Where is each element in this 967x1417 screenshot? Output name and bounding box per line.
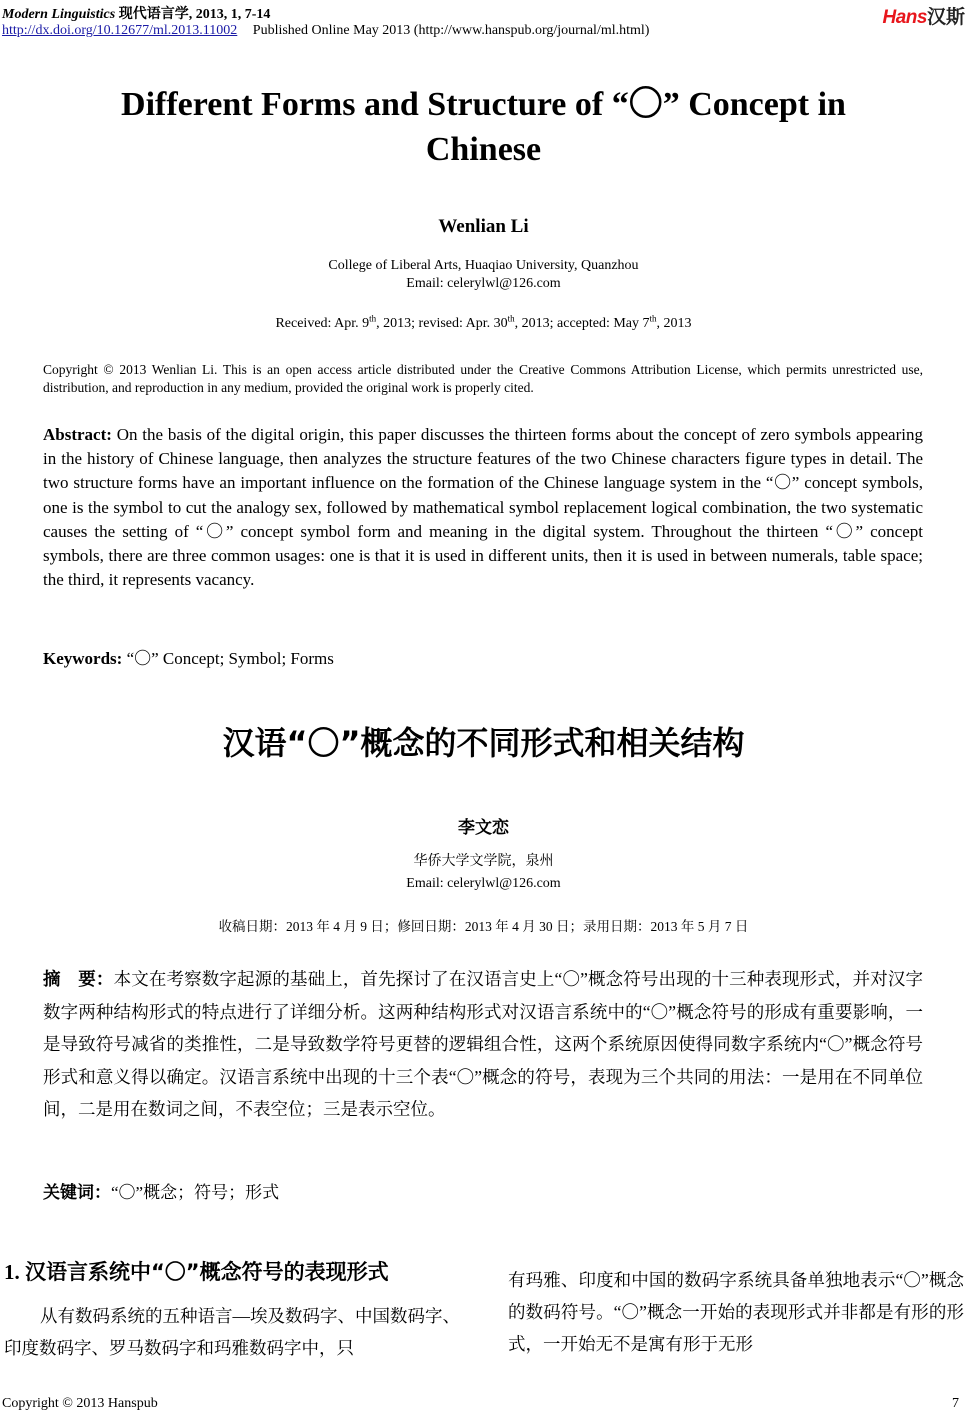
doi-line bbox=[2, 23, 649, 39]
footer-copyright: Copyright © 2013 Hanspub bbox=[2, 1396, 158, 1411]
submission-dates bbox=[0, 313, 967, 332]
section-title: 汉语言系统中“〇”概念符号的表现形式 bbox=[25, 1260, 389, 1284]
author-name: Wenlian Li bbox=[438, 216, 529, 237]
received-date: Received: Apr. 9 bbox=[275, 316, 370, 331]
paper-title bbox=[0, 82, 967, 172]
accepted-year: , 2013 bbox=[656, 316, 692, 331]
body-column-left bbox=[4, 1300, 460, 1364]
keywords-label-chinese: 关键词： bbox=[43, 1183, 111, 1203]
abstract-english bbox=[43, 423, 923, 592]
abstract-chinese bbox=[43, 963, 923, 1125]
revised-date: , 2013; revised: Apr. 30 bbox=[376, 316, 508, 331]
body-column-right: 有玛雅、印度和中国的数码字系统具备单独地表示“〇”概念的数码符号。“〇”概念一开始的表现形式并非都是有形的形式，一开始无不是寓有形于无形 bbox=[508, 1270, 964, 1354]
author-name-chinese: 李文恋 bbox=[458, 818, 509, 837]
keywords-english bbox=[43, 644, 334, 669]
doi-link[interactable]: http://dx.doi.org/10.12677/ml.2013.11002 bbox=[2, 23, 238, 38]
email-chinese: Email: celerylwl@126.com bbox=[406, 876, 561, 891]
keywords-text: “〇” Concept; Symbol; Forms bbox=[126, 649, 334, 668]
email: Email: celerylwl@126.com bbox=[406, 276, 561, 291]
abstract-text: On the basis of the digital origin, this paper discusses the thirteen forms about the concept of zero symbols appearing in the history of Chinese language, then analyzes the structure features of the two Chinese characters figure types in detail. The two structure forms have an important influence on the formation of the Chinese language system in the “〇” concept symbols, one is the symbol to cut the analogy sex, followed by mathematical symbol replacement logical combination, the two systematic causes the setting of “〇” concept symbol form and meaning in the digital system. Throughout the thirteen “〇” concept symbols, there are three common usages: one is that it is used in different units, then it is used in between numerals, table space; the third, it represents vacancy. bbox=[43, 425, 923, 590]
hans-logo bbox=[883, 2, 965, 29]
journal-header bbox=[2, 3, 270, 23]
section-heading bbox=[4, 1256, 389, 1286]
published-online: Published Online May 2013 (http://www.hanspub.org/journal/ml.html) bbox=[252, 23, 650, 38]
received-sup: th bbox=[369, 313, 377, 324]
copyright-notice: Copyright © 2013 Wenlian Li. This is an open access article distributed under the Creative Commons Attribution License, which permits unrestricted use, distribution, and reproduction in any medium, provided the original work is properly cited. bbox=[43, 362, 923, 395]
revised-sup: th bbox=[507, 313, 515, 324]
body-text-left: 从有数码系统的五种语言—埃及数码字、中国数码字、印度数码字、罗马数码字和玛雅数码字中，只 bbox=[4, 1306, 460, 1358]
submission-dates-chinese: 收稿日期：2013 年 4 月 9 日；修回日期：2013 年 4 月 30 日；录用日期：2013 年 5 月 7 日 bbox=[218, 919, 749, 934]
author-affiliation-chinese bbox=[0, 851, 967, 895]
logo-cn: 汉斯 bbox=[926, 7, 965, 28]
abstract-label-chinese: 摘 要： bbox=[43, 970, 114, 990]
accepted-sup: th bbox=[649, 313, 657, 324]
section-number: 1. bbox=[4, 1260, 20, 1284]
page-number: 7 bbox=[952, 1396, 959, 1411]
paper-title-chinese: 汉语“〇”概念的不同形式和相关结构 bbox=[222, 724, 745, 762]
affiliation-chinese: 华侨大学文学院，泉州 bbox=[413, 854, 554, 869]
accepted-date: , 2013; accepted: May 7 bbox=[514, 316, 650, 331]
author-affiliation bbox=[0, 257, 967, 293]
keywords-chinese bbox=[43, 1178, 279, 1203]
title-line-2: Chinese bbox=[425, 131, 542, 168]
journal-name: Modern Linguistics bbox=[2, 7, 116, 22]
abstract-label: Abstract: bbox=[43, 425, 112, 444]
journal-name-cn: 现代语言学 bbox=[118, 7, 189, 22]
keywords-text-chinese: “〇”概念；符号；形式 bbox=[111, 1183, 280, 1202]
title-line-1: Different Forms and Structure of “〇” Concept in bbox=[121, 86, 846, 123]
abstract-text-chinese: 本文在考察数字起源的基础上，首先探讨了在汉语言史上“〇”概念符号出现的十三种表现形式，并对汉字数字两种结构形式的特点进行了详细分析。这两种结构形式对汉语言系统中的“〇”概念符号的形成有重要影响，一是导致符号减省的类推性，二是导致数学符号更替的逻辑组合性，这两个系统原因使得同数字系统内“〇”概念符号形式和意义得以确定。汉语言系统中出现的十三个表“〇”概念的符号，表现为三个共同的用法：一是用在不同单位间，二是用在数词之间，不表空位；三是表示空位。 bbox=[43, 969, 924, 1119]
affiliation: College of Liberal Arts, Huaqiao University, Quanzhou bbox=[328, 258, 639, 273]
logo-en: Hans bbox=[882, 7, 927, 28]
journal-citation: , 2013, 1, 7-14 bbox=[188, 7, 271, 22]
keywords-label: Keywords: bbox=[43, 649, 123, 668]
